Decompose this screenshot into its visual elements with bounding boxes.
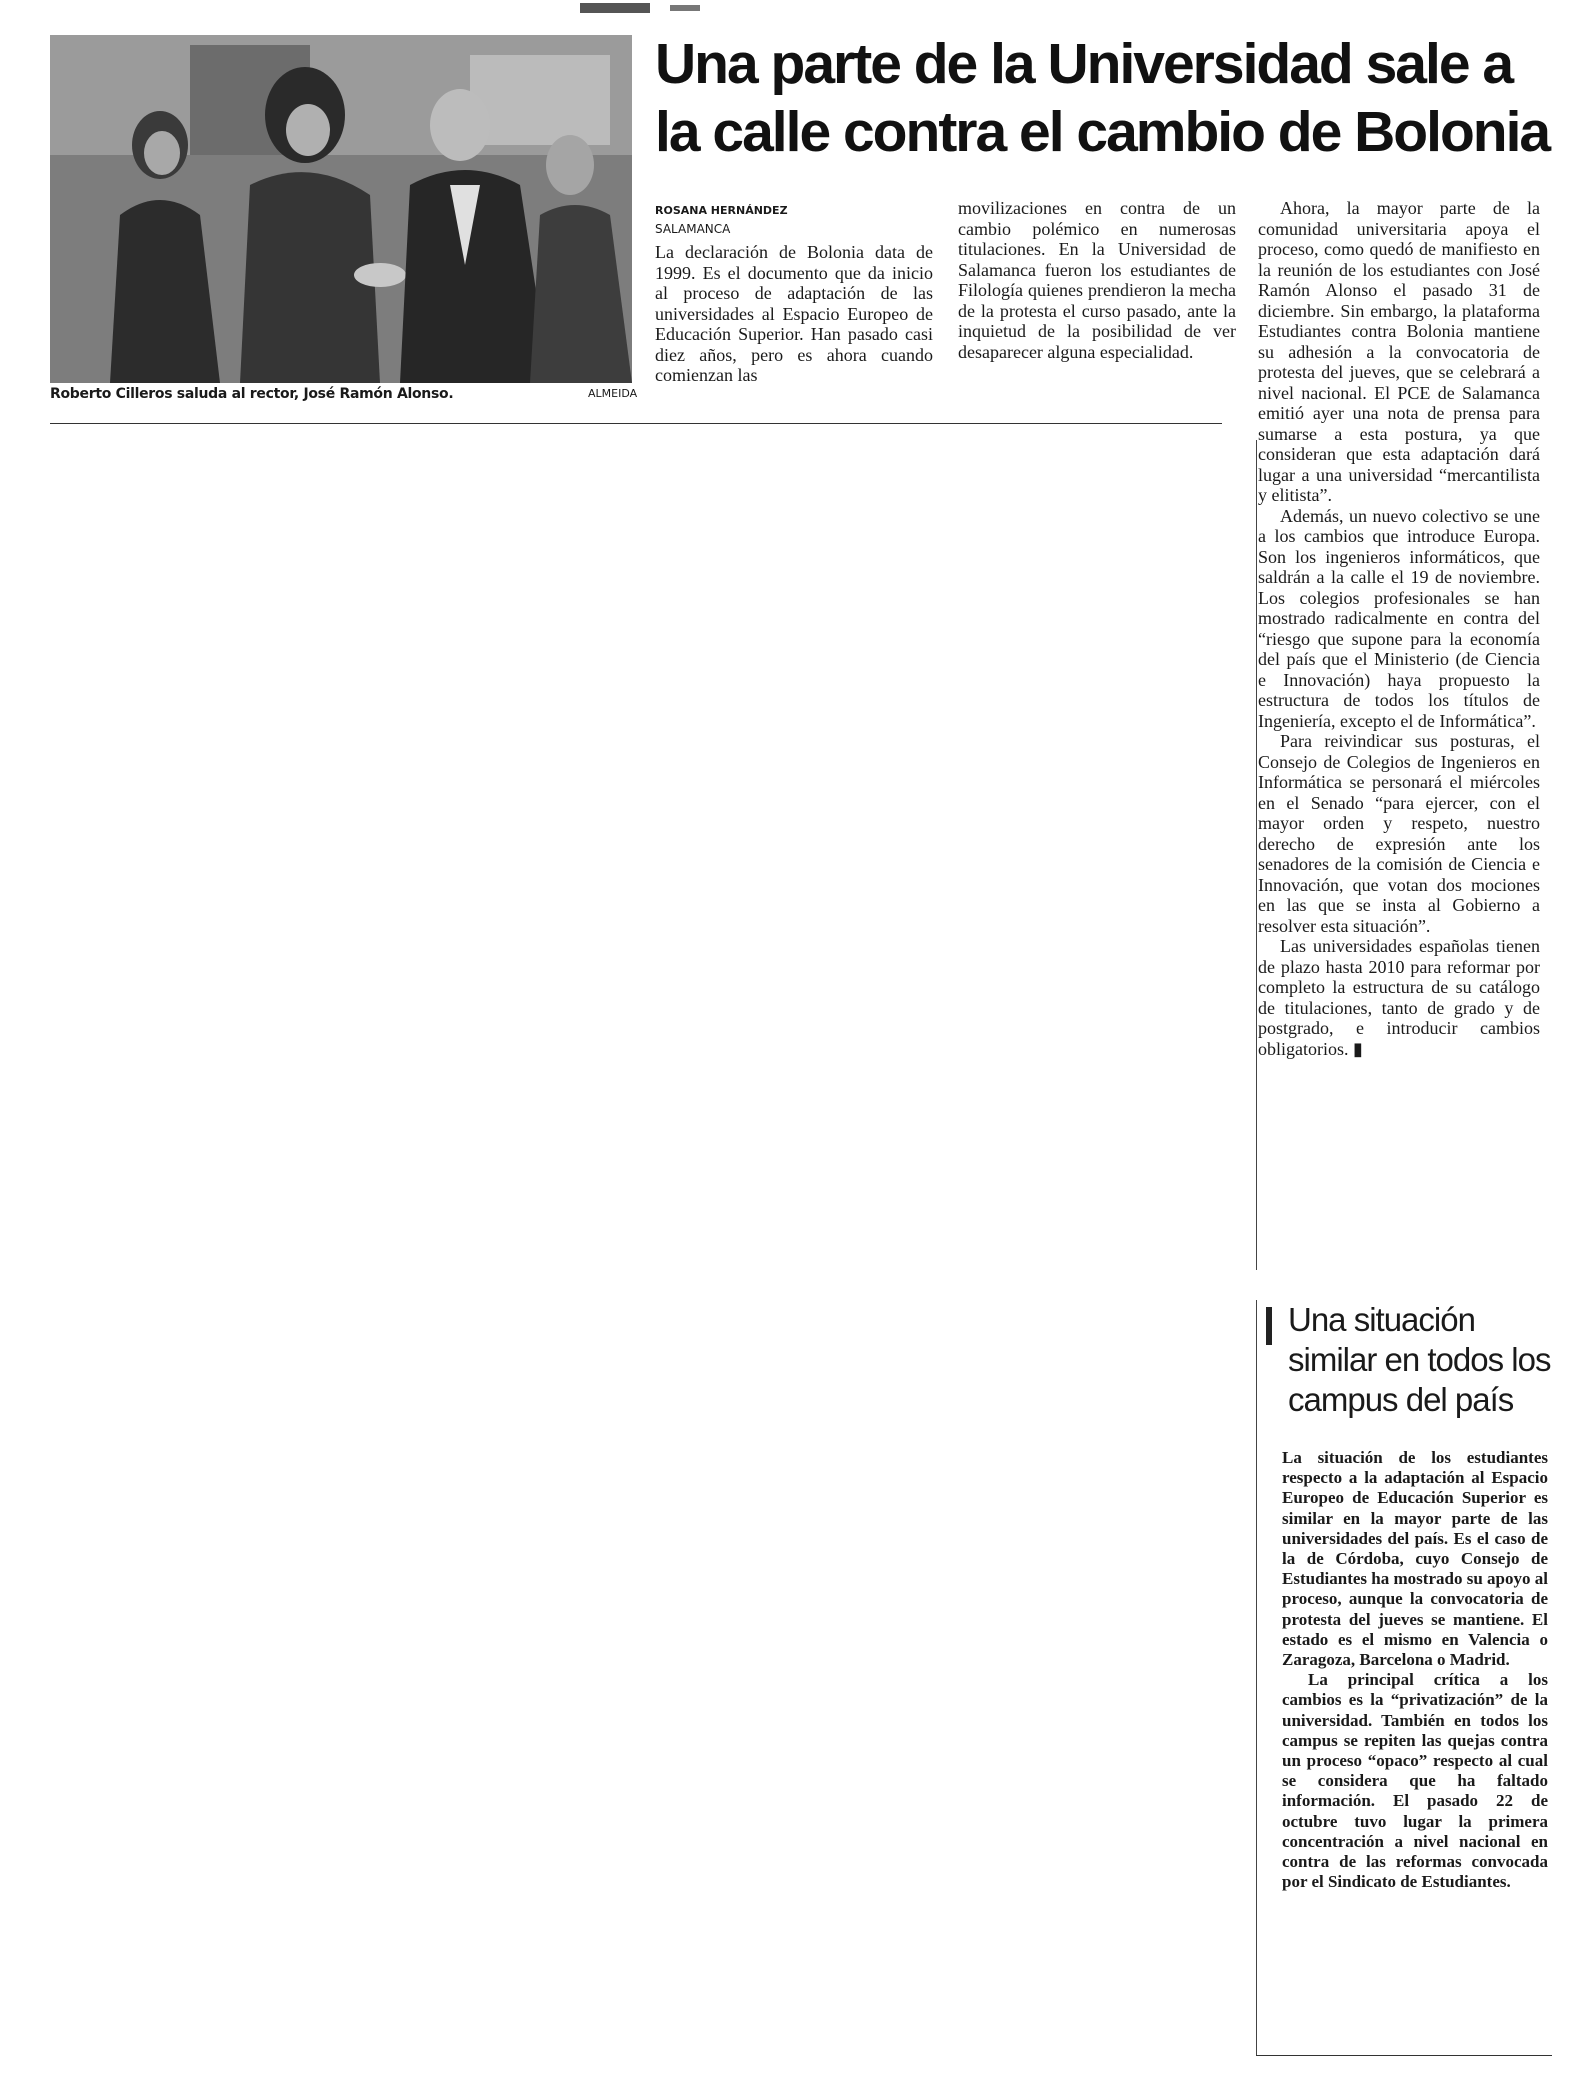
- article-paragraph: [1258, 936, 1540, 1060]
- article-paragraph: movilizaciones en contra de un cambio polémico en numerosas titulaciones. En la Universidad de Salamanca fueron los estudiantes de Filología quienes prendieron la mecha de la protesta el curso pasado, ante la inquietud de la posibilidad de ver desaparecer alguna especialidad.: [958, 198, 1236, 362]
- article-paragraph: Además, un nuevo colectivo se une a los cambios que introduce Europa. Son los ingenieros informáticos, que saldrán a la calle el 19 de noviembre. Los colegios profesionales se han mostrado radicalmente en contra del “riesgo que supone para la economía del país que el Ministerio (de Ciencia e Innovación) haya propuesto la estructura de todos los títulos de Ingeniería, excepto el de Informática”.: [1258, 505, 1540, 731]
- photo-caption: Roberto Cilleros saluda al rector, José Ramón Alonso.: [50, 386, 454, 402]
- photo-people-illustration: [50, 35, 632, 383]
- article-dateline: SALAMANCA: [655, 222, 731, 236]
- article-column-2: [958, 198, 1236, 362]
- article-byline: ROSANA HERNÁNDEZ: [655, 204, 788, 217]
- sidebar-rule-left: [1256, 1300, 1257, 2055]
- article-column-1: [655, 242, 933, 386]
- sidebar-paragraph: La principal crítica a los cambios es la “privatización” de la universidad. También en todos los campus se repiten las quejas contra un proceso “opaco” respecto al cual se considera que ha faltado información. El pasado 22 de octubre tuvo lugar la primera concentración a nivel nacional en contra de las reformas convocada por el Sindicato de Estudiantes.: [1282, 1670, 1548, 1892]
- section-rule: [50, 423, 1222, 424]
- article-paragraph: Ahora, la mayor parte de la comunidad universitaria apoya el proceso, como quedó de manifiesto en la reunión de los estudiantes con José Ramón Alonso el pasado 31 de diciembre. Sin embargo, la plataforma Estudiantes contra Bolonia mantiene su adhesión a la convocatoria de protesta del jueves, que se celebrará a nivel nacional. El PCE de Salamanca emitió ayer una nota de prensa para sumarse a esta postura, ya que consideran que esta adaptación dará lugar a una universidad “mercantilista y elitista”.: [1258, 198, 1540, 505]
- article-headline: Una parte de la Universidad sale a la calle contra el cambio de Bolonia: [655, 32, 1550, 164]
- sidebar-rule-bottom: [1256, 2055, 1552, 2056]
- sidebar-body: [1282, 1448, 1548, 1892]
- end-mark: ▮: [1353, 1038, 1363, 1060]
- article-photo: [50, 35, 632, 383]
- masthead-ornament: [580, 3, 850, 15]
- article-paragraph-text: Las universidades españolas tienen de plazo hasta 2010 para reformar por completo la estructura de su catálogo de titulaciones, tanto de grado y de postgrado, e introducir cambios obligatorios.: [1258, 936, 1540, 1059]
- photo-credit: ALMEIDA: [588, 387, 638, 400]
- masthead-fragment: [580, 0, 850, 12]
- column-rule: [1256, 440, 1257, 1270]
- sidebar-marker: [1266, 1307, 1272, 1345]
- sidebar-title: Una situación similar en todos los campus del país: [1288, 1301, 1551, 1418]
- sidebar-paragraph: La situación de los estudiantes respecto a la adaptación al Espacio Europeo de Educación Superior es similar en la mayor parte de las universidades del país. Es el caso de la de Córdoba, cuyo Consejo de Estudiantes ha mostrado su apoyo al proceso, aunque la convocatoria de protesta del jueves se mantiene. El estado es el mismo en Valencia o Zaragoza, Barcelona o Madrid.: [1282, 1448, 1548, 1670]
- article-column-3: [1258, 198, 1540, 1060]
- article-paragraph: Para reivindicar sus posturas, el Consejo de Colegios de Ingenieros en Informática se personará el miércoles en el Senado “para ejercer, con el mayor orden y respeto, nuestro derecho de expresión ante los senadores de la comisión de Ciencia e Innovación, que votan dos mociones en las que se insta al Gobierno a resolver esta situación”.: [1258, 731, 1540, 936]
- article-paragraph: La declaración de Bolonia data de 1999. Es el documento que da inicio al proceso de adaptación de las universidades al Espacio Europeo de Educación Superior. Han pasado casi diez años, pero es ahora cuando comienzan las: [655, 242, 933, 385]
